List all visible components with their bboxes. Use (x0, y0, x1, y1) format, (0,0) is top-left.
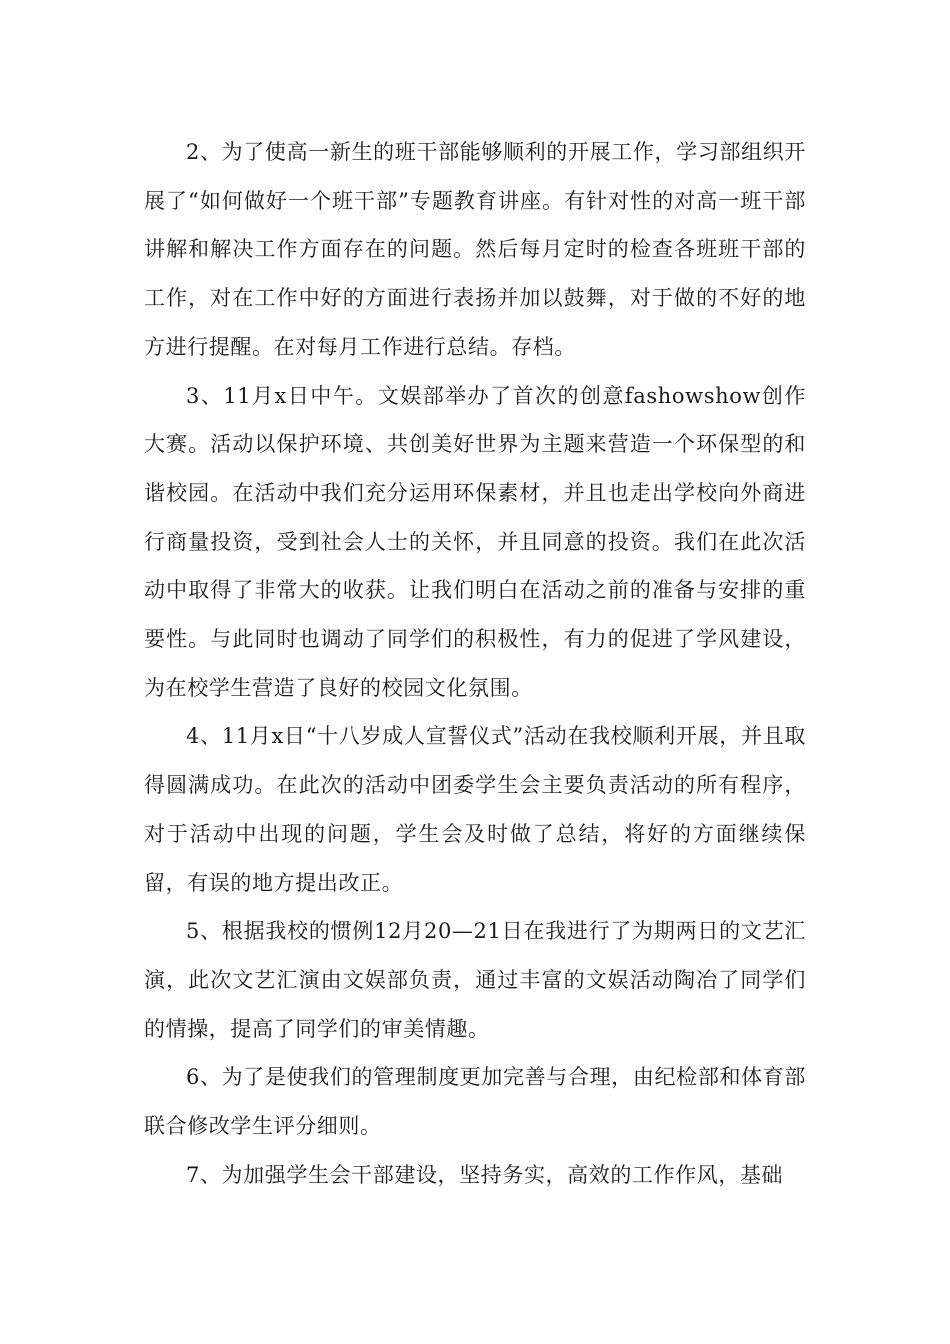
paragraph-item-7: 7、为加强学生会干部建设，坚持务实，高效的工作作风，基础 (186, 1162, 784, 1187)
paragraph-item-5: 5、根据我校的惯例12月20—21日在我进行了为期两日的文艺汇演，此次文艺汇演由文娱部负责，通过丰富的文娱活动陶冶了同学们的情操，提高了同学们的审美情趣。 (144, 919, 806, 1041)
paragraph-item-4: 4、11月x日“十八岁成人宣誓仪式”活动在我校顺利开展，并且取得圆满成功。在此次的活动中团委学生会主要负责活动的所有程序，对于活动中出现的问题，学生会及时做了总结，将好的方面继续保留，有误的地方提出改正。 (144, 724, 806, 895)
paragraph-item-2: 2、为了使高一新生的班干部能够顺利的开展工作，学习部组织开展了“如何做好一个班干部”专题教育讲座。有针对性的对高一班干部讲解和解决工作方面存在的问题。然后每月定时的检查各班班干部的工作，对在工作中好的方面进行表扬并加以鼓舞，对于做的不好的地方进行提醒。在对每月工作进行总结。存档。 (144, 140, 806, 359)
paragraph-item-3: 3、11月x日中午。文娱部举办了首次的创意fashowshow创作大赛。活动以保护环境、共创美好世界为主题来营造一个环保型的和谐校园。在活动中我们充分运用环保素材，并且也走出学校向外商进行商量投资，受到社会人士的关怀，并且同意的投资。我们在此次活动中取得了非常大的收获。让我们明白在活动之前的准备与安排的重要性。与此同时也调动了同学们的积极性，有力的促进了学风建设，为在校学生营造了良好的校园文化氛围。 (144, 383, 806, 700)
paragraph-item-6: 6、为了是使我们的管理制度更加完善与合理，由纪检部和体育部联合修改学生评分细则。 (144, 1065, 806, 1139)
document-body (144, 128, 806, 1199)
